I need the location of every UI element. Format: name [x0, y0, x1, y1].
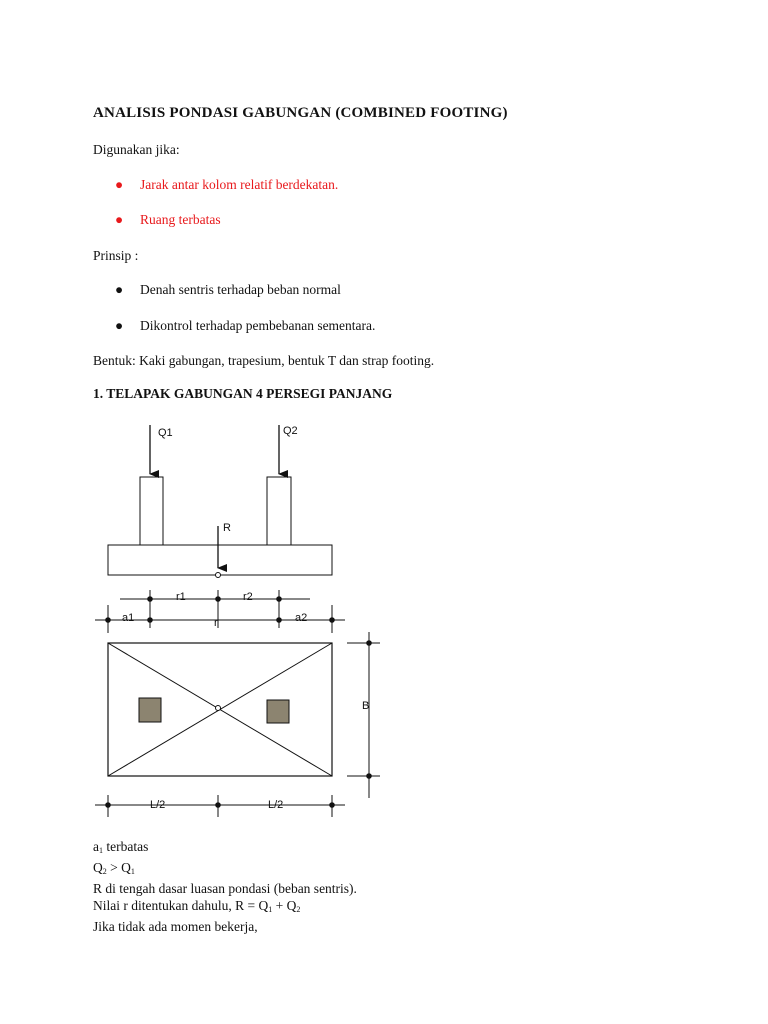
- column-left: [140, 477, 163, 545]
- used-when-item-text: Jarak antar kolom relatif berdekatan.: [140, 177, 339, 192]
- a2-label: a2: [295, 612, 308, 624]
- plan-view: [108, 643, 332, 776]
- text-line: Jika tidak ada momen bekerja,: [93, 919, 258, 934]
- resultant-point: [216, 573, 221, 578]
- r1-label: r1: [176, 591, 186, 603]
- used-when-item-text: Ruang terbatas: [140, 212, 221, 227]
- principle-item-text: Denah sentris terhadap beban normal: [140, 282, 341, 297]
- text-line: $Q_2 > Q_1$: [93, 860, 135, 876]
- document-title: ANALISIS PONDASI GABUNGAN (COMBINED FOOTING): [93, 105, 508, 121]
- text-line: Nilai r ditentukan dahulu, $R = Q_1 + Q_2$: [93, 898, 301, 914]
- text-line: R di tengah dasar luasan pondasi (beban sentris).: [93, 881, 357, 896]
- principle-label: Prinsip :: [93, 248, 139, 263]
- q2-label: Q2: [283, 425, 298, 437]
- bullet-icon: ●: [115, 212, 124, 227]
- principle-item-text: Dikontrol terhadap pembebanan sementara.: [140, 318, 376, 333]
- dimension-lines: [95, 590, 380, 817]
- q1-label: Q1: [158, 427, 173, 439]
- bullet-icon: ●: [115, 282, 124, 297]
- elevation-view: [108, 425, 332, 578]
- column-right: [267, 477, 291, 545]
- column-plan-right: [267, 700, 289, 723]
- r2-label: r2: [243, 591, 253, 603]
- bullet-icon: ●: [115, 177, 124, 192]
- plan-center-point: [216, 706, 221, 711]
- used-when-label: Digunakan jika:: [93, 142, 180, 157]
- r-force-label: R: [223, 522, 231, 534]
- half-length-left-label: L/2: [150, 799, 166, 811]
- forms-paragraph: Bentuk: Kaki gabungan, trapesium, bentuk T dan strap footing.: [93, 353, 435, 368]
- column-plan-left: [139, 698, 161, 722]
- text-line: $a_1$ terbatas: [93, 839, 149, 855]
- a1-label: a1: [122, 612, 135, 624]
- section-heading: 1. TELAPAK GABUNGAN 4 PERSEGI PANJANG: [93, 386, 393, 401]
- b-dimension-label: B: [362, 700, 370, 712]
- r-dimension-label: r: [214, 617, 218, 629]
- half-length-right-label: L/2: [268, 799, 284, 811]
- bullet-icon: ●: [115, 318, 124, 333]
- explanation-lines: [93, 838, 357, 935]
- footing-elevation: [108, 545, 332, 575]
